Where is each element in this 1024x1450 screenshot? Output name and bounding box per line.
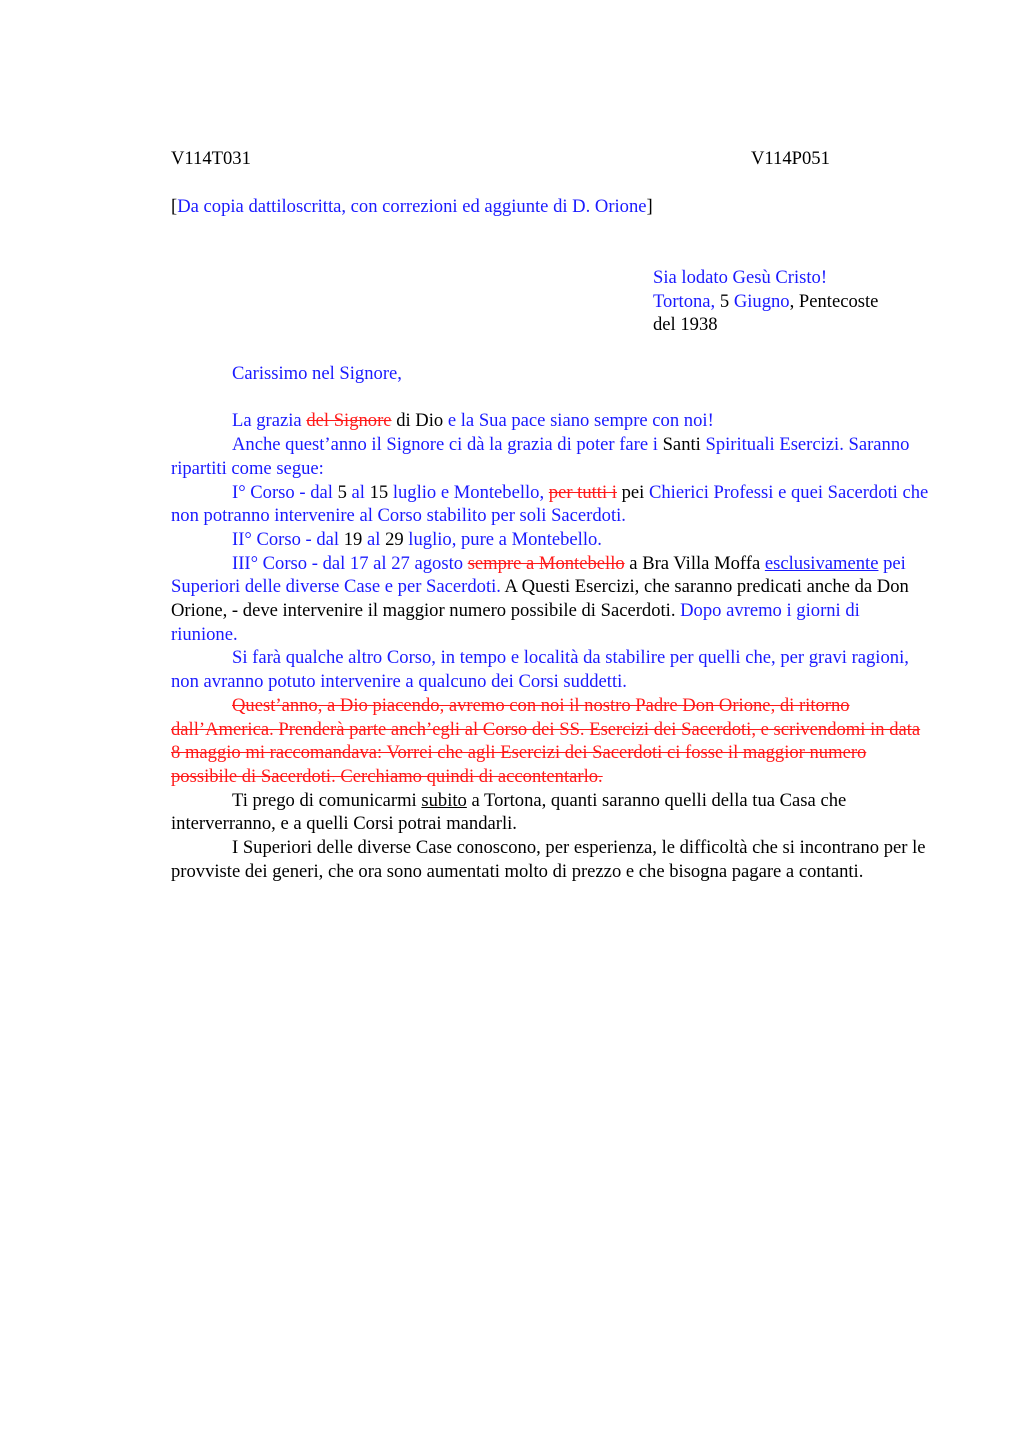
salutation-line: Sia lodato Gesù Cristo! xyxy=(653,267,828,288)
text-added: al xyxy=(362,528,386,550)
bracket-close: ] xyxy=(646,196,653,217)
text-added: luglio e Montebello, xyxy=(388,481,549,503)
paragraph-deleted: Quest’anno, a Dio piacendo, avremo con noi il nostro Padre Don Orione, di ritorno dall’America. Prenderà parte anch’egli al Corso dei SS. Esercizi dei Sacerdoti, e scrivendomi in data 8 maggio mi raccomandava: Vorrei che agli Esercizi dei Sacerdoti ci fosse il maggior numero possibile di Sacerdoti. Cerchiamo quindi di accontentarlo. xyxy=(171,694,921,787)
text-added: pei Superiori delle diverse Case e per Sacerdoti. xyxy=(171,552,906,598)
month: Giugno xyxy=(733,290,790,312)
text-deleted: del Signore xyxy=(306,410,392,432)
text-original: 15 xyxy=(369,481,389,503)
text-added: I° Corso - dal xyxy=(232,481,338,503)
text-added: luglio, pure a Montebello. xyxy=(403,528,602,550)
text-original: di Dio xyxy=(391,410,448,432)
date-line xyxy=(653,290,943,314)
text-added: Dopo avremo i giorni di riunione. xyxy=(171,600,860,645)
text-underlined: subito xyxy=(421,789,467,811)
year-line: del 1938 xyxy=(653,314,718,336)
salutation-block xyxy=(653,266,943,337)
text-deleted: sempre a Montebello xyxy=(467,552,625,574)
text-added: III° Corso - dal 17 al 27 agosto xyxy=(232,552,468,574)
bracket-open: [ xyxy=(171,196,178,217)
day: 5 xyxy=(715,290,734,312)
text-deleted: per tutti i xyxy=(548,481,617,503)
document-code-right: V114P051 xyxy=(751,148,830,169)
letter-body xyxy=(171,362,931,883)
editorial-note xyxy=(171,196,653,218)
document-code-left: V114T031 xyxy=(171,148,251,169)
paragraph-grace xyxy=(171,409,931,433)
text-added: Anche quest’anno il Signore ci dà la grazia di poter fare i xyxy=(232,434,663,456)
paragraph-request xyxy=(171,789,931,836)
text-added-underlined: esclusivamente xyxy=(764,552,879,574)
text-original: pei xyxy=(616,481,649,503)
editorial-note-text: Da copia dattiloscritta, con correzioni ed aggiunte di D. Orione xyxy=(177,196,647,217)
text-original: a Tortona, quanti saranno quelli della tua Casa che interverranno, e a quelli Corsi potrai mandarli. xyxy=(171,789,847,835)
text-added: II° Corso - dal xyxy=(232,528,344,550)
text-added: al xyxy=(346,481,370,503)
text-added: Spirituali Esercizi. Saranno ripartiti come segue: xyxy=(171,434,910,479)
paragraph-course-1 xyxy=(171,481,931,528)
text-original: 5 xyxy=(337,481,347,503)
text-original: Ti prego di comunicarmi xyxy=(232,789,422,811)
paragraph-intro xyxy=(171,433,931,480)
text-added: e la Sua pace siano sempre con noi! xyxy=(447,410,714,432)
place: Tortona, xyxy=(653,290,716,312)
text-original: a Bra Villa Moffa xyxy=(624,552,765,574)
text-added: Chierici Professi e quei Sacerdoti che non potranno intervenire al Corso stabilito per soli Sacerdoti. xyxy=(171,481,929,527)
greeting: Carissimo nel Signore, xyxy=(232,363,402,384)
text-added: La grazia xyxy=(232,410,307,432)
date-rest: , Pentecoste xyxy=(789,290,879,312)
paragraph-other-courses: Si farà qualche altro Corso, in tempo e località da stabilire per quelli che, per gravi ragioni, non avranno potuto intervenire a qualcuno dei Corsi suddetti. xyxy=(171,647,909,693)
paragraph-course-3 xyxy=(171,552,931,647)
text-original: A Questi Esercizi, che saranno predicati anche da Don Orione, - deve intervenire il maggior numero possibile di Sacerdoti. xyxy=(171,576,909,622)
text-original: Santi xyxy=(662,434,701,456)
paragraph-superiors: I Superiori delle diverse Case conoscono, per esperienza, le difficoltà che si incontrano per le provviste dei generi, che ora sono aumentati molto di prezzo e che bisogna pagare a contanti. xyxy=(171,837,926,882)
paragraph-course-2 xyxy=(171,528,931,552)
text-original: 19 xyxy=(343,528,363,550)
text-original: 29 xyxy=(385,528,404,550)
